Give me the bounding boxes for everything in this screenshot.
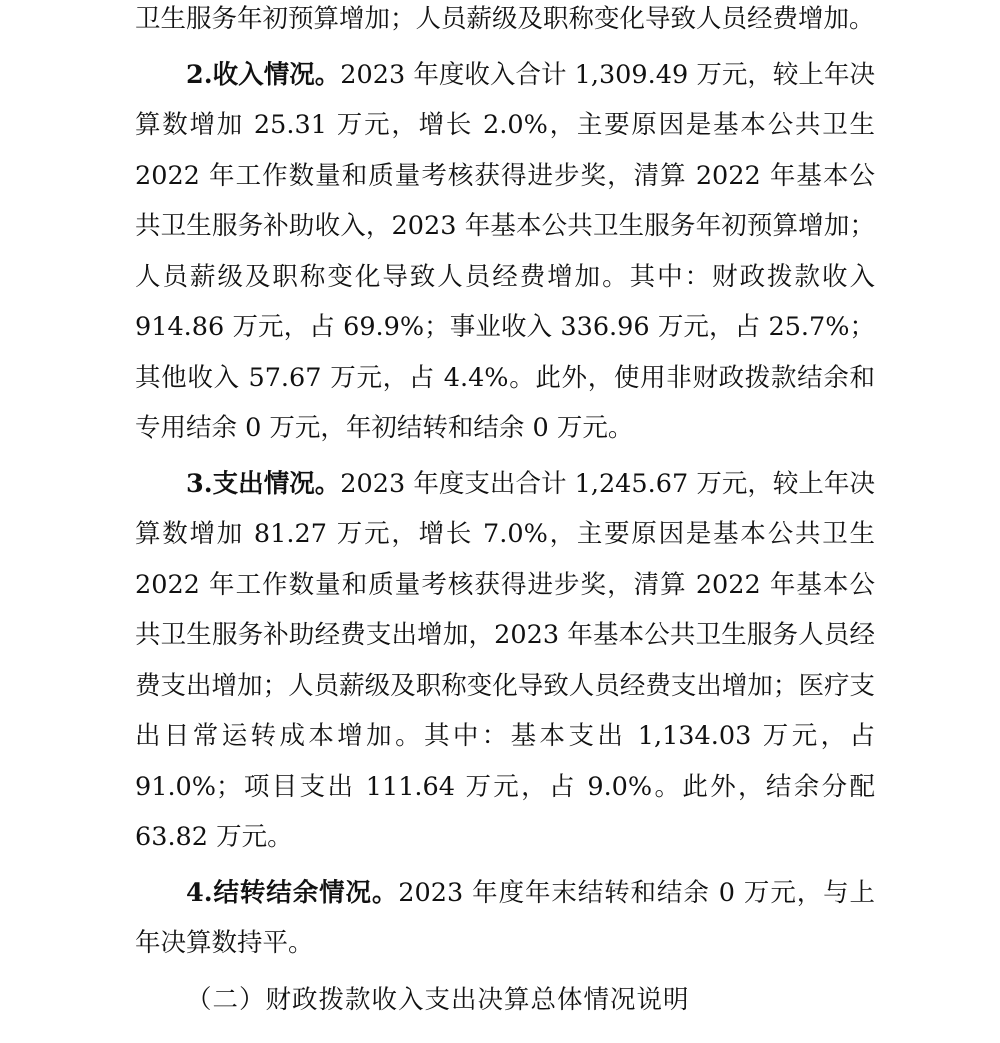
income-lead: 2.收入情况。 [186, 59, 341, 90]
carryover-lead: 4.结转结余情况。 [186, 877, 399, 908]
expenditure-lead: 3.支出情况。 [186, 468, 341, 499]
income-paragraph [135, 50, 875, 454]
expenditure-paragraph [135, 459, 875, 863]
carryover-paragraph [135, 868, 875, 969]
document-page [135, 0, 875, 1025]
section-heading: （二）财政拨款收入支出决算总体情况说明 [186, 984, 690, 1015]
continuation-paragraph: 卫生服务年初预算增加；人员薪级及职称变化导致人员经费增加。 [135, 4, 875, 34]
carryover-body: 2023 年度年末结转和结余 0 万元，与上年决算数持平。 [135, 877, 876, 958]
expenditure-body: 2023 年度支出合计 1,245.67 万元，较上年决算数增加 81.27 万元，增长 7.0%，主要原因是基本公共卫生 2022 年工作数量和质量考核获得进步奖，清算 2022 年基本公共卫生服务补助经费支出增加，2023 年基本公共卫生服务人员经费支出增加；人员薪级及职称变化导致人员经费支出增加；医疗支出日常运转成本增加。其中：基本支出 1,134.03 万元，占 91.0%；项目支出 111.64 万元，占 9.0%。此外，结余分配 63.82 万元。 [135, 468, 875, 852]
income-body: 2023 年度收入合计 1,309.49 万元，较上年决算数增加 25.31 万元，增长 2.0%，主要原因是基本公共卫生 2022 年工作数量和质量考核获得进步奖，清算 2022 年基本公共卫生服务补助收入，2023 年基本公共卫生服务年初预算增加；人员薪级及职称变化导致人员经费增加。其中：财政拨款收入 914.86 万元，占 69.9%；事业收入 336.96 万元，占 25.7%；其他收入 57.67 万元，占 4.4%。此外，使用非财政拨款结余和专用结余 0 万元，年初结转和结余 0 万元。 [135, 59, 875, 443]
